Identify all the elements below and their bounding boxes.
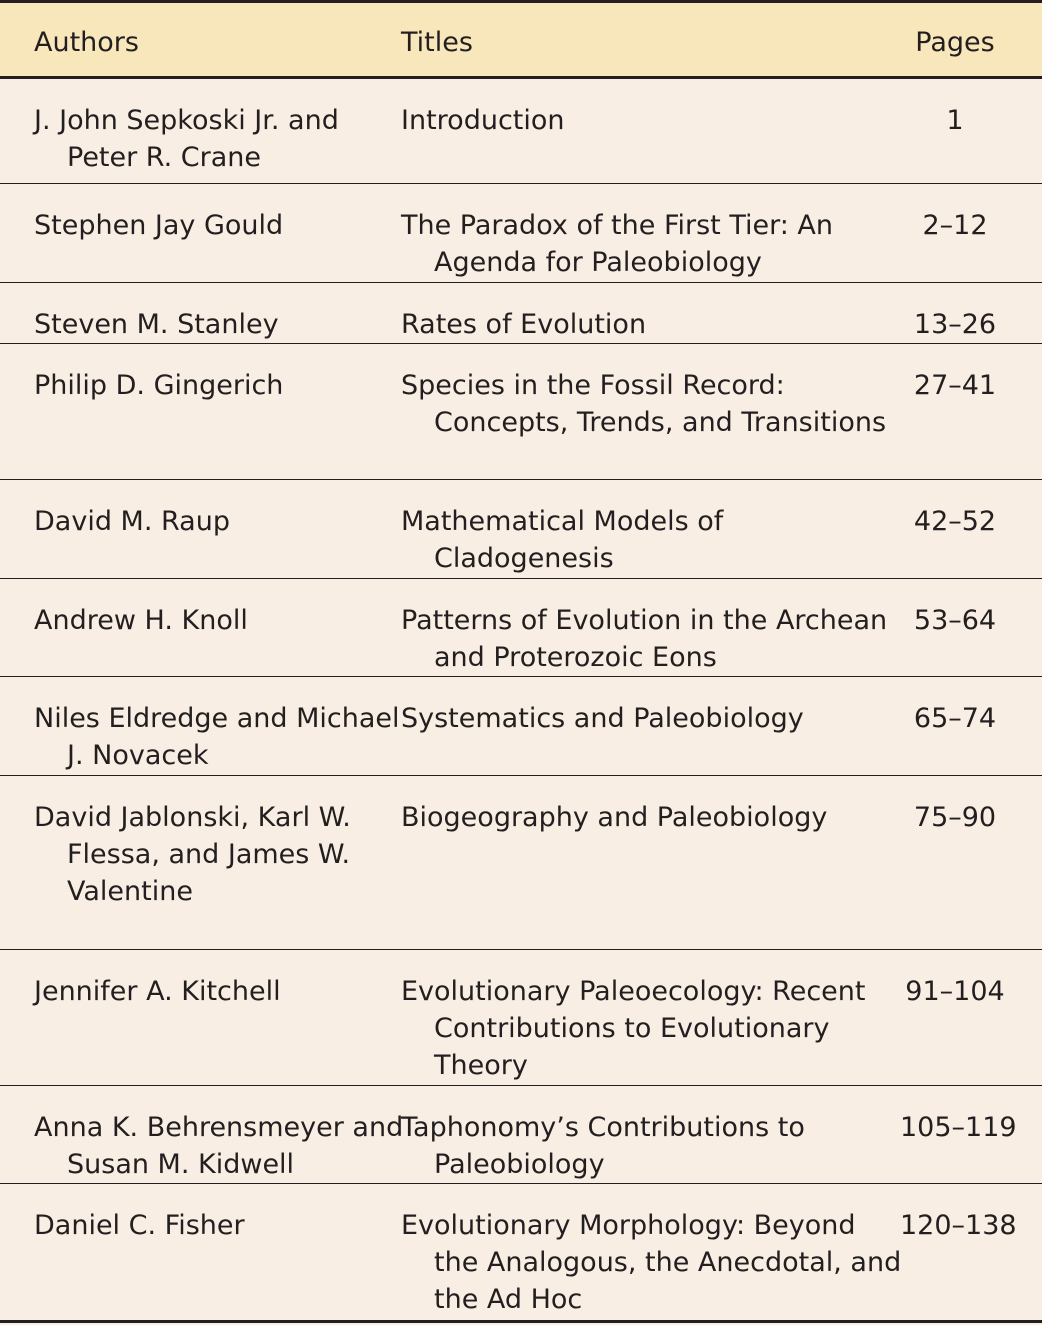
author-cell: Philip D. Gingerich — [34, 370, 284, 401]
table-row — [0, 79, 1042, 184]
title-cell: Introduction — [401, 105, 565, 136]
author-cell: Jennifer A. Kitchell — [34, 976, 281, 1007]
title-cell: Evolutionary Paleoecology: Recent Contributions to Evolutionary Theory — [401, 976, 866, 1081]
header-pages: Pages — [915, 27, 995, 58]
title-cell: Evolutionary Morphology: Beyond the Analogous, the Anecdotal, and the Ad Hoc — [401, 1210, 902, 1315]
pages-cell: 75–90 — [913, 802, 997, 833]
title-cell: Systematics and Paleobiology — [401, 703, 804, 734]
table-row — [0, 579, 1042, 677]
title-cell: Biogeography and Paleobiology — [401, 802, 828, 833]
pages-cell: 105–119 — [900, 1112, 1017, 1143]
title-cell: Mathematical Models of Cladogenesis — [401, 506, 724, 574]
title-cell: Taphonomy’s Contributions to Paleobiology — [401, 1112, 805, 1180]
pages-cell: 42–52 — [913, 506, 997, 537]
title-cell: Rates of Evolution — [401, 309, 647, 340]
author-cell: David M. Raup — [34, 506, 230, 537]
pages-cell: 2–12 — [922, 210, 988, 241]
author-cell: J. John Sepkoski Jr. and Peter R. Crane — [34, 105, 339, 173]
title-cell: Patterns of Evolution in the Archean and Proterozoic Eons — [401, 605, 888, 673]
table-row — [0, 1184, 1042, 1320]
table-header — [0, 3, 1042, 76]
pages-cell: 53–64 — [913, 605, 997, 636]
title-cell: Species in the Fossil Record: Concepts, Trends, and Transitions — [401, 370, 887, 438]
table-row — [0, 776, 1042, 950]
table-row — [0, 344, 1042, 480]
author-cell: Niles Eldredge and Michael J. Novacek — [34, 703, 400, 771]
table-row — [0, 677, 1042, 776]
pages-cell: 91–104 — [905, 976, 1005, 1007]
pages-cell: 13–26 — [913, 309, 997, 340]
header-authors: Authors — [34, 27, 139, 58]
header-titles: Titles — [401, 27, 473, 58]
table-row — [0, 1086, 1042, 1184]
table-row — [0, 283, 1042, 344]
author-cell: Stephen Jay Gould — [34, 210, 284, 241]
title-cell: The Paradox of the First Tier: An Agenda for Paleobiology — [401, 210, 834, 278]
table-row — [0, 184, 1042, 283]
table-bottom-rule — [0, 1320, 1042, 1323]
author-cell: Anna K. Behrensmeyer and Susan M. Kidwell — [34, 1112, 404, 1180]
author-cell: Daniel C. Fisher — [34, 1210, 245, 1241]
pages-cell: 1 — [946, 105, 964, 136]
table-row — [0, 950, 1042, 1086]
author-cell: Steven M. Stanley — [34, 309, 279, 340]
pages-cell: 27–41 — [913, 370, 997, 401]
pages-cell: 120–138 — [900, 1210, 1017, 1241]
table-row — [0, 480, 1042, 579]
author-cell: David Jablonski, Karl W. Flessa, and James W. Valentine — [34, 802, 351, 907]
pages-cell: 65–74 — [913, 703, 997, 734]
author-cell: Andrew H. Knoll — [34, 605, 248, 636]
